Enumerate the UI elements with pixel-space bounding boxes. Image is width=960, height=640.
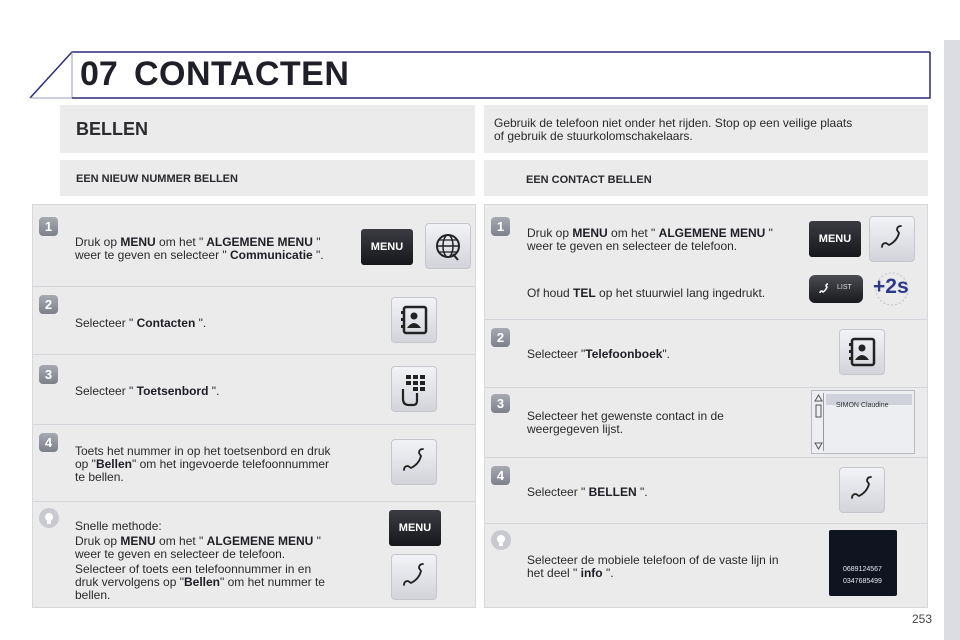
step-badge: 1 <box>491 217 510 236</box>
contact-list-screenshot <box>811 390 915 454</box>
step-row <box>33 355 475 425</box>
step-text: Selecteer " Contacten ". <box>75 316 207 330</box>
step-row <box>485 458 927 524</box>
step-row <box>33 287 475 355</box>
steering-button-label: LIST <box>837 284 852 291</box>
subsection-panel-left <box>60 160 475 196</box>
steps-panel-left <box>32 204 476 608</box>
step-row <box>485 320 927 388</box>
chapter-number: 07 <box>80 55 118 93</box>
step-text: Selecteer " Toetsenbord ". <box>75 384 220 398</box>
step-row <box>485 205 927 320</box>
globe-icon <box>426 224 470 268</box>
tip-icon <box>491 530 511 550</box>
list-item <box>826 394 912 409</box>
phone-icon <box>392 440 436 484</box>
phone-icon <box>840 468 884 512</box>
step-badge: 4 <box>39 433 58 452</box>
step-row <box>33 205 475 287</box>
communication-tile <box>425 223 471 269</box>
info-screenshot <box>829 530 897 596</box>
phone-icon <box>818 282 832 296</box>
call-tile <box>391 439 437 485</box>
contacts-tile <box>391 297 437 343</box>
step-text: Selecteer het gewenste contact in de weergegeven lijst. <box>527 409 724 436</box>
chapter-title: CONTACTEN <box>134 55 350 93</box>
keypad-icon <box>392 367 436 411</box>
info-number: 0347685499 <box>843 578 882 585</box>
tip-text: Selecteer de mobiele telefoon of de vaste lijn in het deel " info ". <box>527 553 779 580</box>
step-badge: 2 <box>491 328 510 347</box>
step-text: Druk op MENU om het " ALGEMENE MENU " weer te geven en selecteer " Communicatie ". <box>75 235 324 262</box>
tip-text <box>75 520 375 602</box>
section-title-panel <box>60 105 475 153</box>
step-extra-text: Of houd TEL op het stuurwiel lang ingedrukt. <box>527 286 766 300</box>
contacts-icon <box>840 330 884 374</box>
tip-line: Druk op MENU om het " ALGEMENE MENU " weer te geven en selecteer de telefoon. <box>75 534 321 561</box>
warning-text: Gebruik de telefoon niet onder het rijden. Stop op een veilige plaats of gebruik de stuurkolomschakelaars. <box>494 116 853 143</box>
keypad-tile <box>391 366 437 412</box>
menu-button-image: MENU <box>389 510 441 546</box>
call-tile <box>839 467 885 513</box>
call-tile <box>869 216 915 262</box>
call-tile <box>391 554 437 600</box>
steering-tel-button <box>809 275 863 303</box>
step-badge: 1 <box>39 217 58 236</box>
step-text: Toets het nummer in op het toetsenbord en druk op "Bellen" om het ingevoerde telefoonnummer te bellen. <box>75 444 331 484</box>
subsection-title: EEN CONTACT BELLEN <box>526 174 652 186</box>
warning-panel <box>484 105 928 153</box>
step-text: Selecteer " BELLEN ". <box>527 485 648 499</box>
step-row <box>33 425 475 502</box>
contacts-icon <box>392 298 436 342</box>
subsection-panel-right <box>484 160 928 196</box>
list-scrollbar <box>814 393 824 451</box>
phone-icon <box>870 217 914 261</box>
section-title: BELLEN <box>76 119 148 139</box>
tip-line: Snelle methode: <box>75 519 162 533</box>
step-text: Druk op MENU om het " ALGEMENE MENU " weer te geven en selecteer de telefoon. <box>527 226 773 253</box>
menu-button-image: MENU <box>361 229 413 265</box>
tip-line: Selecteer of toets een telefoonnummer in en druk vervolgens op "Bellen" om het nummer te bellen. <box>75 562 325 602</box>
tip-row <box>33 502 475 608</box>
tip-row <box>485 524 927 608</box>
phone-icon <box>392 555 436 599</box>
menu-button-image: MENU <box>809 221 861 257</box>
step-badge: 3 <box>39 365 58 384</box>
step-text: Selecteer "Telefoonboek". <box>527 347 671 361</box>
step-badge: 2 <box>39 295 58 314</box>
step-badge: 3 <box>491 394 510 413</box>
step-badge: 4 <box>491 466 510 485</box>
hold-duration-badge <box>869 271 915 307</box>
subsection-title: EEN NIEUW NUMMER BELLEN <box>76 173 238 185</box>
phonebook-tile <box>839 329 885 375</box>
info-number: 0689124567 <box>843 566 882 573</box>
contact-name: SIMON Claudine <box>836 402 889 409</box>
step-row <box>485 388 927 458</box>
side-band <box>944 40 960 640</box>
tip-icon <box>39 508 59 528</box>
hold-duration-label: +2s <box>873 275 909 298</box>
page-number: 253 <box>912 612 933 626</box>
steps-panel-right <box>484 204 928 608</box>
